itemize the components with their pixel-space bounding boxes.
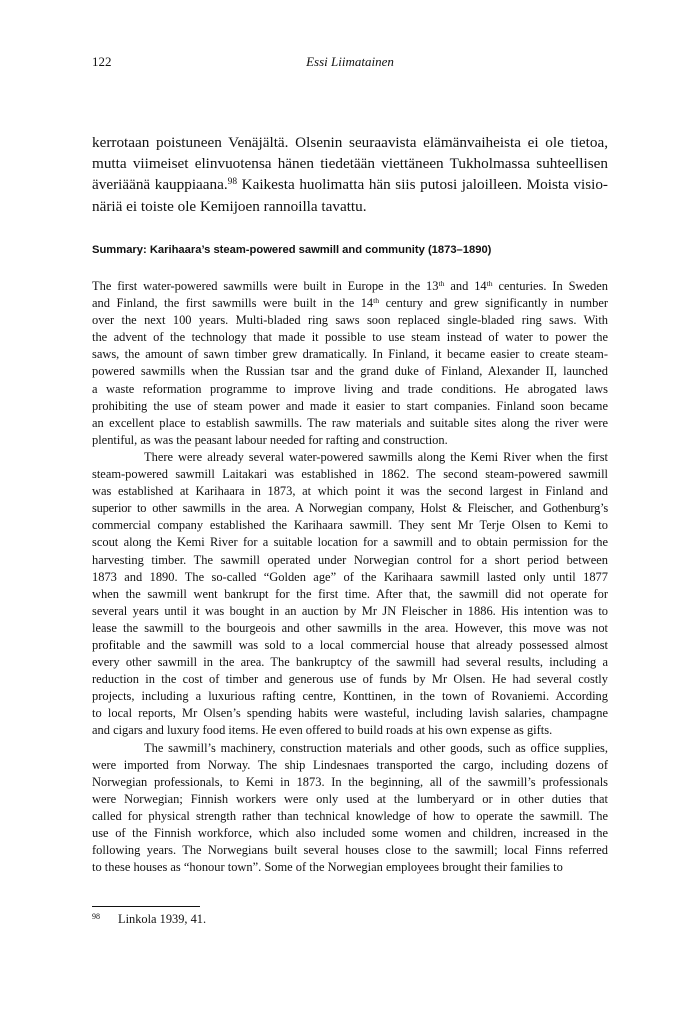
footnote — [92, 912, 608, 927]
text-fragment: äveriäänä kauppiaana. — [92, 176, 228, 194]
text-fragment: century and grew significantly in number — [379, 296, 608, 311]
text-line: 1873 and 1890. The so-called “Golden age” of the Karihaara sawmill lasted only until 1877 — [92, 569, 608, 584]
text-line: The sawmill’s machinery, construction materials and other goods, such as office supplies, — [144, 740, 608, 755]
superscript: th — [438, 278, 445, 288]
text-fragment: The first water-powered sawmills were built in Europe in the 13 — [92, 279, 439, 293]
text-line: to local reports, Mr Olsen’s spending habits were wasteful, including lavish salaries, champagne — [92, 706, 608, 721]
text-line: saws, the amount of sawn timber grew dramatically. In Finland, it became easier to create steam- — [92, 347, 608, 362]
footnote-reference[interactable]: 98 — [227, 177, 238, 188]
text-line: following years. The Norwegians built several houses close to the sawmill; local Finns referred — [92, 843, 608, 858]
text-line: were imported from Norway. The ship Lindesnaes transported the cargo, including dozens of — [92, 757, 608, 772]
summary-paragraph-1 — [92, 278, 608, 449]
text-line: Norwegian professionals, to Kemi in 1873. In the beginning, all of the sawmill’s professionals — [92, 774, 608, 789]
finnish-paragraph — [92, 132, 608, 217]
summary-heading: Summary: Karihaara’s steam-powered sawmill and community (1873–1890) — [92, 244, 492, 256]
text-line: to these houses as “honour town”. Some of the Norwegian employees brought their families to — [92, 860, 563, 875]
text-line: steam-powered sawmill Laitakari was established in 1862. The second steam-powered sawmill — [92, 467, 608, 482]
text-line: powered sawmills when the Russian tsar and the grand duke of Finland, Alexander II, launched — [92, 364, 608, 379]
page-number: 122 — [92, 54, 112, 69]
footnote-number: 98 — [92, 912, 100, 921]
text-line: profitable and the sawmill was sold to a local commercial house that already possessed almost — [92, 637, 608, 652]
footnote-text: Linkola 1939, 41. — [118, 912, 207, 926]
text-line: projects, including a luxurious rafting centre, Konttinen, in the town of Rovaniemi. According — [92, 689, 608, 704]
text-line: reduction in the cost of timber and generous use of funds by Mr Olsen. He had several costly — [92, 672, 608, 687]
text-line: prohibiting the use of steam power and made it easier to start companies. Finland soon became — [92, 398, 608, 413]
text-line: the advent of the technology that made it possible to use steam instead of water to power the — [92, 330, 608, 345]
text-line: a waste reformation programme to improve living and trade conditions. He abrogated laws — [92, 381, 608, 396]
text-line: use of the Finnish workforce, which also included some women and children, increased in the — [92, 826, 608, 840]
text-line: There were already several water-powered sawmills along the Kemi River when the first — [144, 449, 608, 464]
text-fragment: and 14 — [444, 279, 487, 293]
text-line — [92, 295, 608, 312]
text-line: was established at Karihaara in 1873, at which point it was the second largest in Finland and — [92, 484, 608, 499]
text-line: kerrotaan poistuneen Venäjältä. Olsenin seuraavista elämänvaiheista ei ole tietoa, — [92, 134, 608, 151]
text-line — [92, 278, 608, 295]
text-line — [92, 174, 608, 195]
text-line: commercial company established the Karihaara sawmill. They sent Mr Terje Olsen to Kemi to — [92, 518, 608, 533]
text-line: näriä ei toiste ole Kemijoen rannoilla tavattu. — [92, 197, 367, 215]
text-line: several years until it was bought in an auction by Mr JN Fleischer in 1886. His intention was to — [92, 603, 608, 618]
summary-body — [92, 278, 608, 876]
page-header — [92, 54, 608, 74]
text-fragment: and Finland, the first sawmills were built in the 14 — [92, 296, 374, 311]
text-line: scout along the Kemi River for a suitable location for a sawmill and to obtain permission for the — [92, 535, 608, 550]
superscript: th — [486, 278, 493, 288]
text-fragment: centuries. In Sweden — [492, 279, 608, 293]
footnote-divider — [92, 906, 200, 907]
text-line: harvesting timber. The sawmill operated under Norwegian control for a short period between — [92, 552, 608, 567]
text-line: superior to other sawmills in the area. A Norwegian company, Holst & Fleischer, and Gothenburg’s — [92, 501, 608, 516]
text-line: when the sawmill went bankrupt for the first time. After that, the sawmill did not operate for — [92, 586, 608, 601]
text-line: every other sawmill in the area. The bankruptcy of the sawmill had several results, including a — [92, 655, 608, 670]
text-line: were Norwegian; Finnish workers were only used at the lumberyard or in other duties that — [92, 791, 608, 806]
text-line: called for physical strength rather than technical knowledge of how to operate the sawmill. The — [92, 808, 608, 823]
text-line: mutta viimeiset elinvuotensa hänen tiedetään viettäneen Tukholmassa suhteellisen — [92, 155, 608, 173]
text-line: an excellent place to establish sawmills. The raw materials and suitable sites along the river were — [92, 415, 608, 430]
summary-paragraph-2 — [92, 449, 608, 740]
text-line: plentiful, as was the peasant labour needed for rafting and construction. — [92, 432, 448, 447]
summary-paragraph-3 — [92, 740, 608, 877]
superscript: th — [373, 295, 380, 305]
text-line: over the next 100 years. Multi-bladed ring saws soon replaced single-bladed ring saws. With — [92, 313, 608, 328]
running-head: Essi Liimatainen — [306, 54, 394, 69]
text-fragment: Kaikesta huolimatta hän siis putosi jaloilleen. Moista visio- — [237, 176, 608, 194]
text-line: and cigars and luxury food items. He even offered to build roads at his own expense as gifts. — [92, 723, 553, 738]
text-line: lease the sawmill to the bourgeois and other sawmills in the area. However, this move was not — [92, 620, 608, 635]
